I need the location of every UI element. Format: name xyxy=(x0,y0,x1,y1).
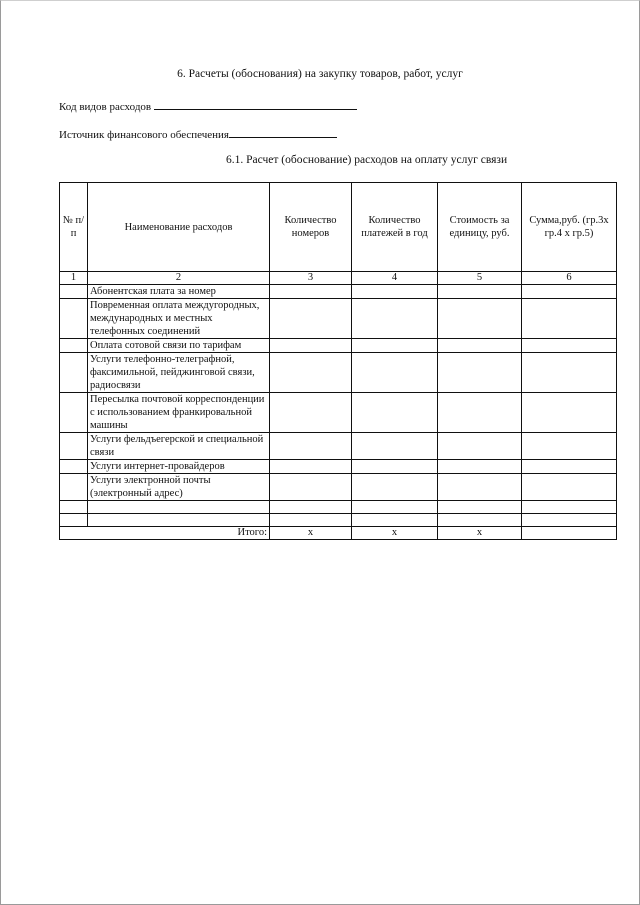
table-cell[interactable] xyxy=(270,433,352,460)
expense-name-cell: Услуги электронной почты (электронный адрес) xyxy=(88,474,270,501)
table-cell[interactable] xyxy=(352,514,438,527)
table-cell[interactable] xyxy=(352,299,438,339)
header-sum: Сумма,руб. (гр.3х гр.4 х гр.5) xyxy=(522,183,617,272)
table-cell[interactable] xyxy=(522,299,617,339)
table-row xyxy=(60,299,617,339)
table-cell[interactable] xyxy=(438,514,522,527)
expense-table xyxy=(59,182,617,540)
table-row xyxy=(60,285,617,299)
funding-source-blank[interactable] xyxy=(229,127,337,138)
total-sum[interactable] xyxy=(522,527,617,540)
expense-code-blank[interactable] xyxy=(154,99,357,110)
funding-source-label: Источник финансового обеспечения xyxy=(59,129,229,141)
table-cell[interactable] xyxy=(60,474,88,501)
table-cell[interactable] xyxy=(60,393,88,433)
expense-name-cell: Повременная оплата междугородных, международных и местных телефонных соединений xyxy=(88,299,270,339)
column-number: 5 xyxy=(438,272,522,285)
column-number: 1 xyxy=(60,272,88,285)
table-cell[interactable] xyxy=(60,514,88,527)
table-cell[interactable] xyxy=(522,393,617,433)
table-row xyxy=(60,474,617,501)
table-cell[interactable] xyxy=(60,353,88,393)
table-cell[interactable] xyxy=(352,393,438,433)
header-quantity: Количество номеров xyxy=(270,183,352,272)
table-cell[interactable] xyxy=(270,353,352,393)
table-cell[interactable] xyxy=(352,460,438,474)
table-cell[interactable] xyxy=(438,299,522,339)
table-cell[interactable] xyxy=(522,339,617,353)
table-row xyxy=(60,433,617,460)
table-cell[interactable] xyxy=(270,460,352,474)
header-payments-per-year: Количество платежей в год xyxy=(352,183,438,272)
table-cell[interactable] xyxy=(60,501,88,514)
table-cell[interactable] xyxy=(270,339,352,353)
table-cell[interactable] xyxy=(60,460,88,474)
subsection-title: 6.1. Расчет (обоснование) расходов на оплату услуг связи xyxy=(226,154,508,166)
table-cell[interactable] xyxy=(522,474,617,501)
expense-name-cell: Пересылка почтовой корреспонденции с использованием франкировальной машины xyxy=(88,393,270,433)
expense-name-cell: Абонентская плата за номер xyxy=(88,285,270,299)
table-header-row xyxy=(60,183,617,272)
table-cell[interactable] xyxy=(438,474,522,501)
table-cell[interactable] xyxy=(522,514,617,527)
total-col5: x xyxy=(438,527,522,540)
table-cell[interactable] xyxy=(352,353,438,393)
table-cell[interactable] xyxy=(438,501,522,514)
table-cell[interactable] xyxy=(522,460,617,474)
table-row xyxy=(60,353,617,393)
expense-name-cell: Услуги фельдъегерской и специальной связи xyxy=(88,433,270,460)
table-cell[interactable] xyxy=(60,299,88,339)
header-unit-cost: Стоимость за единицу, руб. xyxy=(438,183,522,272)
table-cell[interactable] xyxy=(352,433,438,460)
table-cell[interactable] xyxy=(60,285,88,299)
table-cell[interactable] xyxy=(438,353,522,393)
table-row xyxy=(60,393,617,433)
table-cell[interactable] xyxy=(352,339,438,353)
column-number: 6 xyxy=(522,272,617,285)
table-cell[interactable] xyxy=(522,285,617,299)
expense-name-cell: Услуги телефонно-телеграфной, факсимильной, пейджинговой связи, радиосвязи xyxy=(88,353,270,393)
header-number: № п/п xyxy=(60,183,88,272)
table-cell[interactable] xyxy=(522,353,617,393)
table-cell[interactable] xyxy=(60,339,88,353)
expense-name-cell xyxy=(88,501,270,514)
table-cell[interactable] xyxy=(438,339,522,353)
table-row xyxy=(60,339,617,353)
table-cell[interactable] xyxy=(352,501,438,514)
total-row xyxy=(60,527,617,540)
expense-name-cell: Услуги интернет-провайдеров xyxy=(88,460,270,474)
table-cell[interactable] xyxy=(352,285,438,299)
column-number: 4 xyxy=(352,272,438,285)
table-cell[interactable] xyxy=(270,474,352,501)
expense-code-label: Код видов расходов xyxy=(59,101,152,113)
table-row xyxy=(60,501,617,514)
table-cell[interactable] xyxy=(438,393,522,433)
table-cell[interactable] xyxy=(270,285,352,299)
table-cell[interactable] xyxy=(438,285,522,299)
funding-source-field xyxy=(59,127,337,141)
table-cell[interactable] xyxy=(270,501,352,514)
total-label: Итого: xyxy=(60,527,270,540)
expense-name-cell: Оплата сотовой связи по тарифам xyxy=(88,339,270,353)
table-row xyxy=(60,460,617,474)
table-cell[interactable] xyxy=(352,474,438,501)
table-cell[interactable] xyxy=(438,433,522,460)
expense-code-field xyxy=(59,99,357,113)
column-numbers-row xyxy=(60,272,617,285)
total-col4: x xyxy=(352,527,438,540)
table-row xyxy=(60,514,617,527)
expense-name-cell xyxy=(88,514,270,527)
table-cell[interactable] xyxy=(522,501,617,514)
column-number: 2 xyxy=(88,272,270,285)
table-cell[interactable] xyxy=(270,393,352,433)
table-cell[interactable] xyxy=(60,433,88,460)
table-cell[interactable] xyxy=(270,514,352,527)
column-number: 3 xyxy=(270,272,352,285)
table-cell[interactable] xyxy=(270,299,352,339)
total-col3: x xyxy=(270,527,352,540)
table-cell[interactable] xyxy=(438,460,522,474)
header-expense-name: Наименование расходов xyxy=(88,183,270,272)
section-title: 6. Расчеты (обоснования) на закупку товаров, работ, услуг xyxy=(177,68,463,80)
table-cell[interactable] xyxy=(522,433,617,460)
